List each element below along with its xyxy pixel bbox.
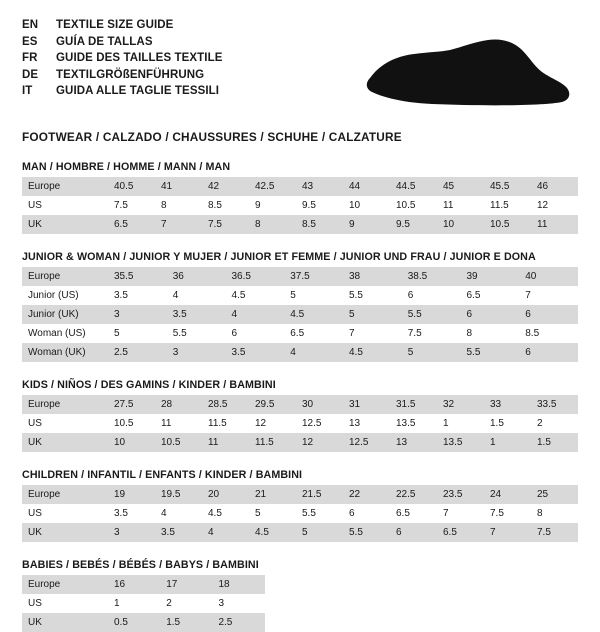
- row-label: US: [22, 594, 108, 613]
- cell: 12.5: [343, 433, 390, 452]
- table-row: [22, 523, 578, 542]
- cell: 11: [155, 414, 202, 433]
- cell: 32: [437, 395, 484, 414]
- cell: 3.5: [155, 523, 202, 542]
- cell: 44.5: [390, 177, 437, 196]
- cell: 4.5: [226, 286, 285, 305]
- cell: 13: [343, 414, 390, 433]
- size-table-babies: [22, 575, 578, 632]
- cell: 44: [343, 177, 390, 196]
- cell: 9: [249, 196, 296, 215]
- cell: 28: [155, 395, 202, 414]
- cell-empty: [474, 594, 526, 613]
- cell: 13.5: [390, 414, 437, 433]
- cell: 4: [202, 523, 249, 542]
- cell: 7.5: [484, 504, 531, 523]
- cell-empty: [369, 575, 421, 594]
- size-table-children: [22, 485, 578, 542]
- table-row: [22, 433, 578, 452]
- language-list: [22, 18, 223, 100]
- cell-empty: [526, 575, 578, 594]
- cell-empty: [474, 613, 526, 632]
- table-row: [22, 414, 578, 433]
- cell: 9.5: [390, 215, 437, 234]
- row-label: UK: [22, 433, 108, 452]
- cell: 16: [108, 575, 160, 594]
- block-title: MAN / HOMBRE / HOMME / MANN / MAN: [22, 161, 231, 173]
- row-label: US: [22, 414, 108, 433]
- cell-empty: [474, 575, 526, 594]
- table-row: [22, 395, 578, 414]
- cell-empty: [526, 613, 578, 632]
- table-row: [22, 485, 578, 504]
- cell: 19: [108, 485, 155, 504]
- language-code: IT: [22, 85, 33, 97]
- cell-empty: [317, 575, 369, 594]
- cell-empty: [317, 594, 369, 613]
- cell: 1: [108, 594, 160, 613]
- table-row: [22, 504, 578, 523]
- cell: 20: [202, 485, 249, 504]
- cell: 9: [343, 215, 390, 234]
- cell: 8.5: [519, 324, 578, 343]
- cell: 4.5: [284, 305, 343, 324]
- cell: 7.5: [108, 196, 155, 215]
- cell: 6: [390, 523, 437, 542]
- table-row: [22, 324, 578, 343]
- cell: 6.5: [284, 324, 343, 343]
- cell: 7.5: [402, 324, 461, 343]
- size-table-man: [22, 177, 578, 234]
- cell: 10.5: [484, 215, 531, 234]
- language-title: GUIDE DES TAILLES TEXTILE: [56, 52, 223, 64]
- cell: 12: [296, 433, 343, 452]
- cell: 5: [402, 343, 461, 362]
- cell-empty: [265, 594, 317, 613]
- size-block-man: [22, 161, 578, 234]
- language-title: TEXTILGRÖßENFÜHRUNG: [56, 68, 205, 81]
- cell: 2: [160, 594, 212, 613]
- cell: 7: [155, 215, 202, 234]
- block-title: KIDS / NIÑOS / DES GAMINS / KINDER / BAMBINI: [22, 379, 276, 391]
- cell: 13.5: [437, 433, 484, 452]
- cell: 8: [155, 196, 202, 215]
- language-row: [22, 51, 223, 67]
- cell: 23.5: [437, 485, 484, 504]
- table-row: [22, 575, 578, 594]
- cell: 8: [249, 215, 296, 234]
- cell: 28.5: [202, 395, 249, 414]
- cell: 11: [531, 215, 578, 234]
- cell: 6.5: [390, 504, 437, 523]
- cell: 9.5: [296, 196, 343, 215]
- cell: 5.5: [461, 343, 520, 362]
- cell: 5: [284, 286, 343, 305]
- cell: 11: [202, 433, 249, 452]
- cell: 31: [343, 395, 390, 414]
- cell: 17: [160, 575, 212, 594]
- cell: 24: [484, 485, 531, 504]
- row-label: Junior (UK): [22, 305, 108, 324]
- row-label: Europe: [22, 177, 108, 196]
- language-code: FR: [22, 52, 38, 64]
- cell-empty: [317, 613, 369, 632]
- cell-empty: [421, 594, 473, 613]
- cell: 37.5: [284, 267, 343, 286]
- table-row: [22, 594, 578, 613]
- cell: 7.5: [202, 215, 249, 234]
- cell: 2: [531, 414, 578, 433]
- cell: 1.5: [484, 414, 531, 433]
- cell: 1: [437, 414, 484, 433]
- row-label: UK: [22, 613, 108, 632]
- size-block-babies: [22, 559, 578, 632]
- header: [22, 18, 578, 118]
- cell: 3: [108, 523, 155, 542]
- row-label: Europe: [22, 575, 108, 594]
- cell: 3: [167, 343, 226, 362]
- cell: 11.5: [484, 196, 531, 215]
- row-label: US: [22, 196, 108, 215]
- language-row: [22, 18, 223, 34]
- cell: 36.5: [226, 267, 285, 286]
- table-row: [22, 177, 578, 196]
- row-label: Europe: [22, 267, 108, 286]
- table-row: [22, 267, 578, 286]
- cell: 38: [343, 267, 402, 286]
- cell-empty: [369, 613, 421, 632]
- cell: 6: [519, 305, 578, 324]
- cell: 1: [484, 433, 531, 452]
- cell: 27.5: [108, 395, 155, 414]
- cell: 7: [437, 504, 484, 523]
- cell: 6: [519, 343, 578, 362]
- cell: 8.5: [202, 196, 249, 215]
- cell: 10: [343, 196, 390, 215]
- row-label: Junior (US): [22, 286, 108, 305]
- cell-empty: [421, 613, 473, 632]
- cell: 10.5: [390, 196, 437, 215]
- cell: 11.5: [249, 433, 296, 452]
- cell: 10.5: [108, 414, 155, 433]
- cell: 4.5: [249, 523, 296, 542]
- cell: 11: [437, 196, 484, 215]
- cell: 10: [108, 433, 155, 452]
- cell: 8: [531, 504, 578, 523]
- cell: 4: [167, 286, 226, 305]
- table-row: [22, 613, 578, 632]
- cell: 13: [390, 433, 437, 452]
- language-row: [22, 35, 223, 51]
- cell: 43: [296, 177, 343, 196]
- row-label: US: [22, 504, 108, 523]
- language-title: GUIDA ALLE TAGLIE TESSILI: [56, 85, 220, 97]
- cell: 3.5: [108, 504, 155, 523]
- size-block-children: [22, 469, 578, 542]
- cell: 6: [226, 324, 285, 343]
- cell: 3: [212, 594, 264, 613]
- table-row: [22, 286, 578, 305]
- cell: 33: [484, 395, 531, 414]
- cell: 8: [461, 324, 520, 343]
- language-code: DE: [22, 68, 39, 81]
- language-row: [22, 84, 223, 100]
- cell: 5.5: [343, 286, 402, 305]
- table-row: [22, 343, 578, 362]
- row-label: Europe: [22, 395, 108, 414]
- cell: 38.5: [402, 267, 461, 286]
- language-code: ES: [22, 35, 38, 48]
- cell: 4.5: [202, 504, 249, 523]
- page-title: FOOTWEAR / CALZADO / CHAUSSURES / SCHUHE / CALZATURE: [22, 130, 402, 144]
- cell: 22: [343, 485, 390, 504]
- cell: 25: [531, 485, 578, 504]
- cell: 1.5: [531, 433, 578, 452]
- cell: 6: [402, 286, 461, 305]
- table-row: [22, 215, 578, 234]
- block-title: BABIES / BEBÉS / BÉBÉS / BABYS / BAMBINI: [22, 559, 259, 571]
- cell: 10: [437, 215, 484, 234]
- cell: 42.5: [249, 177, 296, 196]
- language-title: GUÍA DE TALLAS: [56, 35, 153, 48]
- row-label: Woman (US): [22, 324, 108, 343]
- cell: 6.5: [437, 523, 484, 542]
- cell-empty: [265, 575, 317, 594]
- cell: 4: [284, 343, 343, 362]
- cell: 39: [461, 267, 520, 286]
- cell: 7: [343, 324, 402, 343]
- cell: 45.5: [484, 177, 531, 196]
- cell: 6: [461, 305, 520, 324]
- cell: 10.5: [155, 433, 202, 452]
- cell: 31.5: [390, 395, 437, 414]
- cell: 6: [343, 504, 390, 523]
- cell-empty: [265, 613, 317, 632]
- language-title: TEXTILE SIZE GUIDE: [56, 19, 174, 31]
- cell: 2.5: [108, 343, 167, 362]
- size-block-kids: [22, 379, 578, 452]
- cell: 7.5: [531, 523, 578, 542]
- cell: 11.5: [202, 414, 249, 433]
- cell: 5.5: [402, 305, 461, 324]
- cell: 5.5: [296, 504, 343, 523]
- cell: 40.5: [108, 177, 155, 196]
- cell: 12: [531, 196, 578, 215]
- cell: 5.5: [167, 324, 226, 343]
- cell: 22.5: [390, 485, 437, 504]
- row-label: UK: [22, 523, 108, 542]
- cell: 7: [484, 523, 531, 542]
- cell: 40: [519, 267, 578, 286]
- row-label: UK: [22, 215, 108, 234]
- size-table-junior-woman: [22, 267, 578, 362]
- cell: 36: [167, 267, 226, 286]
- cell-empty: [421, 575, 473, 594]
- size-block-junior-woman: [22, 251, 578, 362]
- cell: 0.5: [108, 613, 160, 632]
- language-row: [22, 68, 223, 84]
- cell: 30: [296, 395, 343, 414]
- cell: 6.5: [461, 286, 520, 305]
- cell: 46: [531, 177, 578, 196]
- cell-empty: [526, 594, 578, 613]
- cell: 3.5: [167, 305, 226, 324]
- cell: 12.5: [296, 414, 343, 433]
- row-label: Woman (UK): [22, 343, 108, 362]
- cell: 3.5: [226, 343, 285, 362]
- dress-shoe-icon: [362, 34, 572, 120]
- cell: 19.5: [155, 485, 202, 504]
- cell: 21.5: [296, 485, 343, 504]
- block-title: JUNIOR & WOMAN / JUNIOR Y MUJER / JUNIOR ET FEMME / JUNIOR UND FRAU / JUNIOR E DONA: [22, 251, 536, 263]
- cell: 4.5: [343, 343, 402, 362]
- cell: 3.5: [108, 286, 167, 305]
- cell: 33.5: [531, 395, 578, 414]
- table-row: [22, 196, 578, 215]
- cell: 35.5: [108, 267, 167, 286]
- cell: 42: [202, 177, 249, 196]
- size-table-kids: [22, 395, 578, 452]
- cell: 4: [226, 305, 285, 324]
- cell: 6.5: [108, 215, 155, 234]
- cell: 1.5: [160, 613, 212, 632]
- cell: 2.5: [212, 613, 264, 632]
- cell: 12: [249, 414, 296, 433]
- cell: 8.5: [296, 215, 343, 234]
- block-title: CHILDREN / INFANTIL / ENFANTS / KINDER / BAMBINI: [22, 469, 303, 481]
- table-row: [22, 305, 578, 324]
- cell: 5: [343, 305, 402, 324]
- cell: 45: [437, 177, 484, 196]
- cell: 21: [249, 485, 296, 504]
- row-label: Europe: [22, 485, 108, 504]
- cell: 41: [155, 177, 202, 196]
- cell: 3: [108, 305, 167, 324]
- cell: 5: [296, 523, 343, 542]
- language-code: EN: [22, 19, 39, 31]
- cell: 5: [108, 324, 167, 343]
- cell: 29.5: [249, 395, 296, 414]
- cell: 18: [212, 575, 264, 594]
- cell: 4: [155, 504, 202, 523]
- cell-empty: [369, 594, 421, 613]
- cell: 5.5: [343, 523, 390, 542]
- cell: 7: [519, 286, 578, 305]
- cell: 5: [249, 504, 296, 523]
